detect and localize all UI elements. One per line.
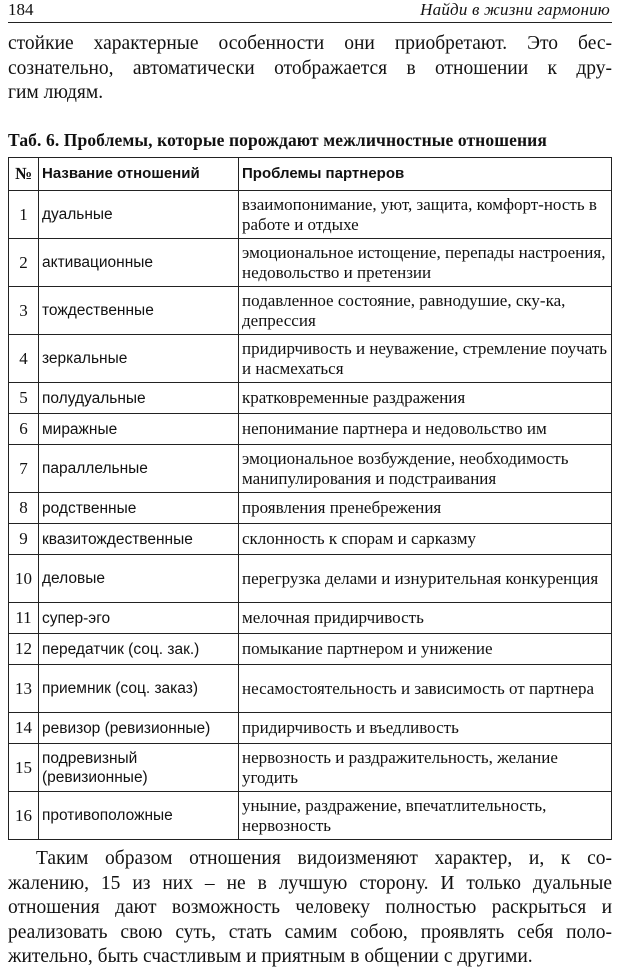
table-row	[9, 524, 612, 555]
text-line: реализовать свою суть, стать самим собою, проявлять себя поло-	[8, 921, 612, 943]
row-number: 15	[9, 744, 39, 792]
relation-name: деловые	[39, 555, 239, 603]
row-number: 6	[9, 414, 39, 445]
partner-problems: эмоциональное возбуждение, необходимость манипулирования и подстраивания	[239, 445, 612, 493]
row-number: 5	[9, 383, 39, 414]
partner-problems: мелочная придирчивость	[239, 603, 612, 634]
table-row	[9, 665, 612, 713]
partner-problems: эмоциональное истощение, перепады настроения, недовольство и претензии	[239, 239, 612, 287]
page-header	[8, 0, 612, 23]
table-row	[9, 239, 612, 287]
partner-problems: нервозность и раздражительность, желание угодить	[239, 744, 612, 792]
header-number: №	[9, 158, 39, 191]
table-row	[9, 713, 612, 744]
text-line: жительно, быть счастливым и приятным в общении с другими.	[8, 946, 533, 967]
intro-paragraph	[8, 32, 612, 106]
relations-table	[8, 157, 612, 840]
row-number: 1	[9, 191, 39, 239]
text-line: стойкие характерные особенности они приобретают. Это бес-	[8, 33, 612, 54]
table-row	[9, 603, 612, 634]
partner-problems: придирчивость и неуважение, стремление поучать и насмехаться	[239, 335, 612, 383]
row-number: 16	[9, 792, 39, 840]
row-number: 14	[9, 713, 39, 744]
row-number: 10	[9, 555, 39, 603]
table-row	[9, 792, 612, 840]
table-row	[9, 445, 612, 493]
relation-name: параллельные	[39, 445, 239, 493]
partner-problems: уныние, раздражение, впечатлительность, нервозность	[239, 792, 612, 840]
row-number: 11	[9, 603, 39, 634]
relation-name: квазитождественные	[39, 524, 239, 555]
relation-name: ревизор (ревизионные)	[39, 713, 239, 744]
partner-problems: несамостоятельность и зависимость от партнера	[239, 665, 612, 713]
table-header-row	[9, 158, 612, 191]
table-row	[9, 287, 612, 335]
relation-name: полудуальные	[39, 383, 239, 414]
table-row	[9, 493, 612, 524]
text-line: жалению, 15 из них – не в лучшую сторону. И только дуальные	[8, 872, 612, 894]
row-number: 7	[9, 445, 39, 493]
text-line: гим людям.	[8, 82, 104, 103]
table-row	[9, 191, 612, 239]
text-line: сознательно, автоматически отображается в отношении к дру-	[8, 57, 612, 79]
row-number: 13	[9, 665, 39, 713]
relation-name: активационные	[39, 239, 239, 287]
row-number: 4	[9, 335, 39, 383]
running-title: Найди в жизни гармонию	[420, 0, 610, 19]
table-row	[9, 383, 612, 414]
partner-problems: перегрузка делами и изнурительная конкуренция	[239, 555, 612, 603]
row-number: 9	[9, 524, 39, 555]
partner-problems: подавленное состояние, равнодушие, ску-ка, депрессия	[239, 287, 612, 335]
table-caption: Таб. 6. Проблемы, которые порождают межличностные отношения	[8, 130, 547, 150]
relation-name: тождественные	[39, 287, 239, 335]
header-partner-problems: Проблемы партнеров	[239, 158, 612, 191]
relation-name: супер-эго	[39, 603, 239, 634]
row-number: 12	[9, 634, 39, 665]
relation-name: зеркальные	[39, 335, 239, 383]
relation-name: приемник (соц. заказ)	[39, 665, 239, 713]
row-number: 2	[9, 239, 39, 287]
row-number: 3	[9, 287, 39, 335]
partner-problems: кратковременные раздражения	[239, 383, 612, 414]
table-row	[9, 555, 612, 603]
relation-name: подревизный (ревизионные)	[39, 744, 239, 792]
relation-name: передатчик (соц. зак.)	[39, 634, 239, 665]
partner-problems: непонимание партнера и недовольство им	[239, 414, 612, 445]
text-line: отношения дают возможность человеку полностью раскрыться и	[8, 897, 612, 918]
relation-name: миражные	[39, 414, 239, 445]
partner-problems: склонность к спорам и сарказму	[239, 524, 612, 555]
header-relation-name: Название отношений	[39, 158, 239, 191]
table-row	[9, 634, 612, 665]
partner-problems: взаимопонимание, уют, защита, комфорт-ность в работе и отдыхе	[239, 191, 612, 239]
table-row	[9, 335, 612, 383]
outro-paragraph	[8, 847, 612, 970]
relation-name: дуальные	[39, 191, 239, 239]
relation-name: родственные	[39, 493, 239, 524]
partner-problems: проявления пренебрежения	[239, 493, 612, 524]
page-number: 184	[8, 0, 34, 19]
relation-name: противоположные	[39, 792, 239, 840]
text-line: Таким образом отношения видоизменяют характер, и, к со-	[36, 848, 612, 869]
partner-problems: придирчивость и въедливость	[239, 713, 612, 744]
row-number: 8	[9, 493, 39, 524]
table-row	[9, 744, 612, 792]
table-row	[9, 414, 612, 445]
partner-problems: помыкание партнером и унижение	[239, 634, 612, 665]
